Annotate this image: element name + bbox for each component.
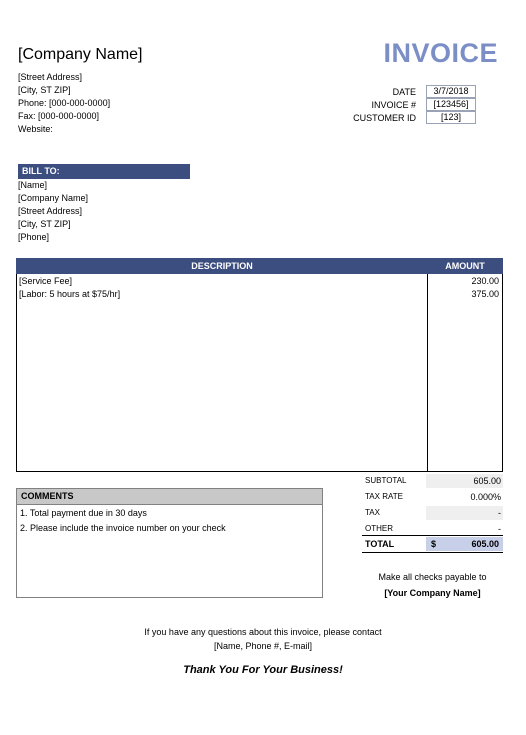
bill-to-address xyxy=(18,179,88,244)
bill-to-city: [City, ST ZIP] xyxy=(18,219,71,229)
line-items-table xyxy=(16,258,503,472)
payable-note xyxy=(362,569,503,601)
total-label: TOTAL xyxy=(365,539,395,549)
bill-to-street: [Street Address] xyxy=(18,206,83,216)
bill-to-company: [Company Name] xyxy=(18,193,89,203)
meta-row-customer-id xyxy=(330,111,476,124)
item-amount: 375.00 xyxy=(471,289,499,299)
company-city: [City, ST ZIP] xyxy=(18,85,71,95)
company-website: Website: xyxy=(18,124,53,134)
subtotal-label: SUBTOTAL xyxy=(365,476,407,485)
tax-row xyxy=(362,505,503,521)
total-value-box xyxy=(426,537,503,551)
totals-divider xyxy=(362,552,503,553)
date-field[interactable]: 3/7/2018 xyxy=(426,85,476,98)
company-name: [Company Name] xyxy=(18,46,143,63)
subtotal-row xyxy=(362,473,503,489)
tax-label: TAX xyxy=(365,508,380,517)
invoice-meta xyxy=(330,85,476,124)
meta-label: CUSTOMER ID xyxy=(353,112,416,123)
meta-row-invoice-number xyxy=(330,98,476,111)
meta-label: DATE xyxy=(392,86,416,97)
footer-line: If you have any questions about this invoice, please contact xyxy=(144,627,382,637)
column-divider xyxy=(427,274,428,471)
meta-row-date xyxy=(330,85,476,98)
company-street: [Street Address] xyxy=(18,72,83,82)
subtotal-value: 605.00 xyxy=(426,474,503,488)
item-amount: 230.00 xyxy=(471,276,499,286)
totals-block xyxy=(362,473,503,537)
meta-label: INVOICE # xyxy=(371,99,416,110)
bill-to-heading: BILL TO: xyxy=(18,164,190,179)
company-phone: Phone: [000-000-0000] xyxy=(18,98,111,108)
amount-header: AMOUNT xyxy=(445,261,485,271)
tax-rate-value[interactable]: 0.000% xyxy=(426,490,503,504)
company-address xyxy=(18,71,110,136)
thank-you-message: Thank You For Your Business! xyxy=(183,664,343,676)
table-row[interactable] xyxy=(19,288,501,301)
customer-id-field[interactable]: [123] xyxy=(426,111,476,124)
other-value[interactable]: - xyxy=(426,522,503,536)
bill-to-name: [Name] xyxy=(18,180,48,190)
description-header: DESCRIPTION xyxy=(191,261,253,271)
total-value: 605.00 xyxy=(471,539,499,549)
footer-contact-details: [Name, Phone #, E-mail] xyxy=(213,641,313,651)
total-row xyxy=(362,536,503,552)
payable-text: Make all checks payable to xyxy=(378,572,487,582)
item-description: [Service Fee] xyxy=(19,276,73,286)
comment-line: 2. Please include the invoice number on your check xyxy=(20,523,226,533)
company-fax: Fax: [000-000-0000] xyxy=(18,111,100,121)
invoice-number-field[interactable]: [123456] xyxy=(426,98,476,111)
tax-rate-row xyxy=(362,489,503,505)
tax-value: - xyxy=(426,506,503,520)
item-description: [Labor: 5 hours at $75/hr] xyxy=(19,289,121,299)
line-items-border xyxy=(16,274,503,472)
comment-line: 1. Total payment due in 30 days xyxy=(20,508,147,518)
line-items-header xyxy=(17,259,502,274)
payable-company: [Your Company Name] xyxy=(384,588,481,598)
bill-to-phone: [Phone] xyxy=(18,232,50,242)
comments-heading: COMMENTS xyxy=(17,489,322,505)
table-row[interactable] xyxy=(19,275,501,288)
other-label: OTHER xyxy=(365,524,393,533)
tax-rate-label: TAX RATE xyxy=(365,492,403,501)
footer-contact xyxy=(0,625,526,653)
currency-symbol: $ xyxy=(431,539,437,549)
invoice-title: INVOICE xyxy=(383,38,498,68)
comments-box xyxy=(16,488,323,598)
